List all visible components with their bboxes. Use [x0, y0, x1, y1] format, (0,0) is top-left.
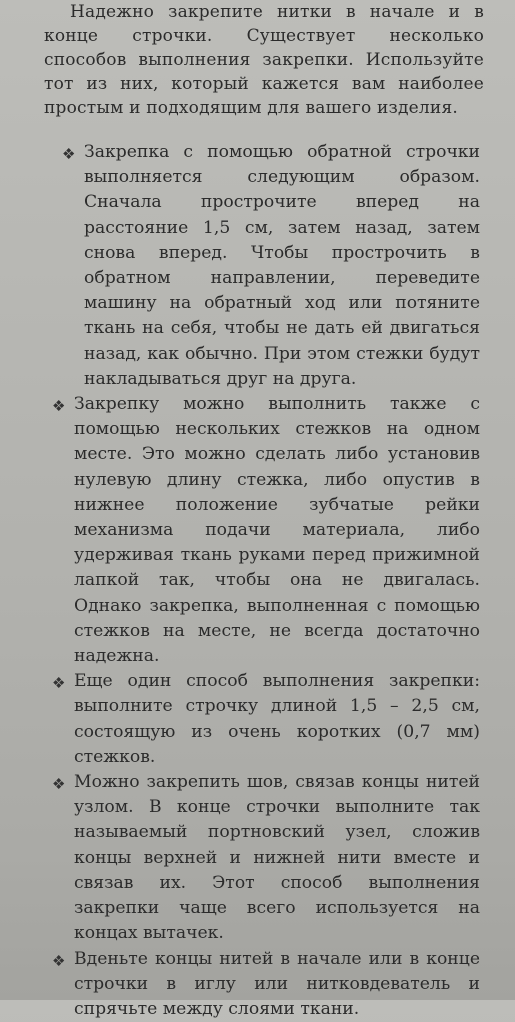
list-item-text: Вденьте концы нитей в начале или в конце строчки в иглу или нитковдеватель и спрячьте между слоями ткани. — [74, 949, 480, 1019]
intro-text: Надежно закрепите нитки в начале и в конце строчки. Существует несколько способов выполнения закрепки. Используйте тот из них, который кажется вам наиболее простым и подходящим для вашего изделия. — [44, 0, 484, 120]
diamond-bullet-icon: ❖ — [52, 671, 65, 696]
diamond-bullet-icon: ❖ — [52, 949, 65, 974]
list-item — [50, 770, 480, 946]
diamond-bullet-icon: ❖ — [52, 772, 65, 797]
diamond-bullet-icon: ❖ — [52, 394, 65, 419]
list-item-text: Можно закрепить шов, связав концы нитей узлом. В конце строчки выполните так называемый портновский узел, сложив концы верхней и нижней нити вместе и связав их. Этот способ выполнения закрепки чаще всего используется на концах вытачек. — [74, 772, 480, 943]
list-item — [60, 140, 480, 392]
list-item-text: Закрепку можно выполнить также с помощью нескольких стежков на одном месте. Это можно сделать либо установив нулевую длину стежка, либо опустив в нижнее положение зубчатые рейки механизма подачи материала, либо удерживая ткань руками перед прижимной лапкой так, чтобы она не двигалась. Однако закрепка, выполненная с помощью стежков на месте, не всегда достаточно надежна. — [74, 394, 480, 666]
diamond-bullet-icon: ❖ — [62, 142, 75, 167]
list-item-text: Еще один способ выполнения закрепки: выполните строчку длиной 1,5 – 2,5 см, состоящую из очень коротких (0,7 мм) стежков. — [74, 671, 480, 767]
list-item — [50, 669, 480, 770]
list-item — [50, 392, 480, 669]
intro-paragraph — [44, 0, 484, 120]
list-item — [50, 947, 480, 1022]
methods-list — [60, 140, 480, 1022]
list-item-text: Закрепка с помощью обратной строчки выполняется следующим образом. Сначала прострочите вперед на расстояние 1,5 см, затем назад, затем снова вперед. Чтобы прострочить в обратном направлении, переведите машину на обратный ход или потяните ткань на себя, чтобы не дать ей двигаться назад, как обычно. При этом стежки будут накладываться друг на друга. — [84, 142, 480, 389]
